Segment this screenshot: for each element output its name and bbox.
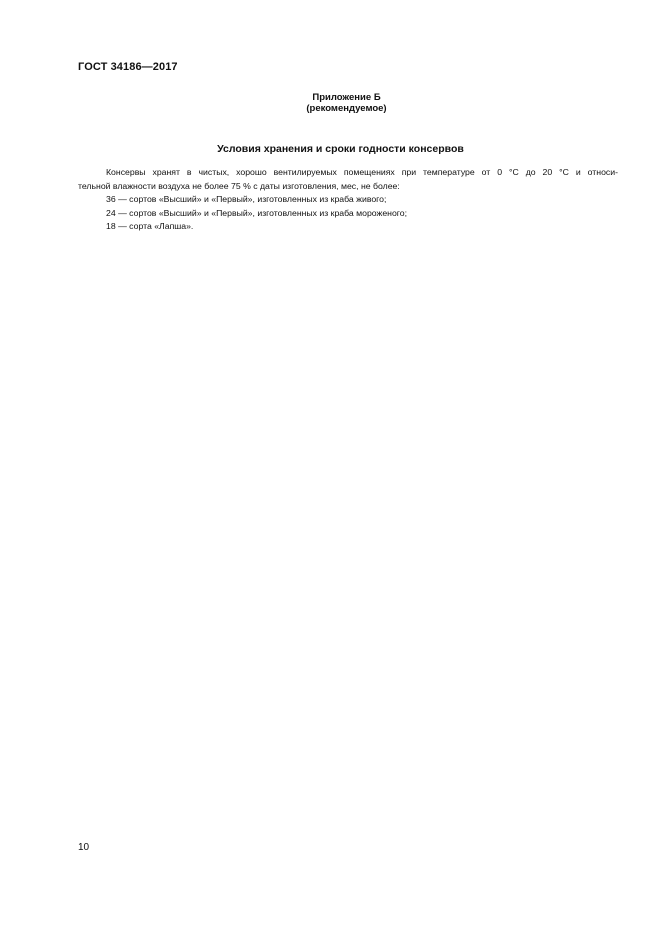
page-number: 10: [78, 842, 90, 853]
paragraph-line: Консервы хранят в чистых, хорошо вентилируемых помещениях при температуре от 0 °С до 20 °С и относи-: [106, 167, 618, 177]
document-code: ГОСТ 34186—2017: [78, 61, 178, 73]
storage-paragraph: [78, 166, 618, 193]
paragraph-line: тельной влажности воздуха не более 75 % с даты изготовления, мес, не более:: [78, 180, 400, 191]
section-title: Условия хранения и сроки годности консервов: [217, 143, 464, 155]
list-item: 36 — сортов «Высший» и «Первый», изготовленных из краба живого;: [106, 194, 387, 204]
list-item: 18 — сорта «Лапша».: [106, 221, 194, 231]
appendix-status: (рекомендуемое): [306, 103, 387, 114]
list-item: 24 — сортов «Высший» и «Первый», изготовленных из краба мороженого;: [106, 207, 408, 218]
shelf-life-list: [78, 193, 618, 234]
appendix-title: Приложение Б: [312, 92, 381, 103]
